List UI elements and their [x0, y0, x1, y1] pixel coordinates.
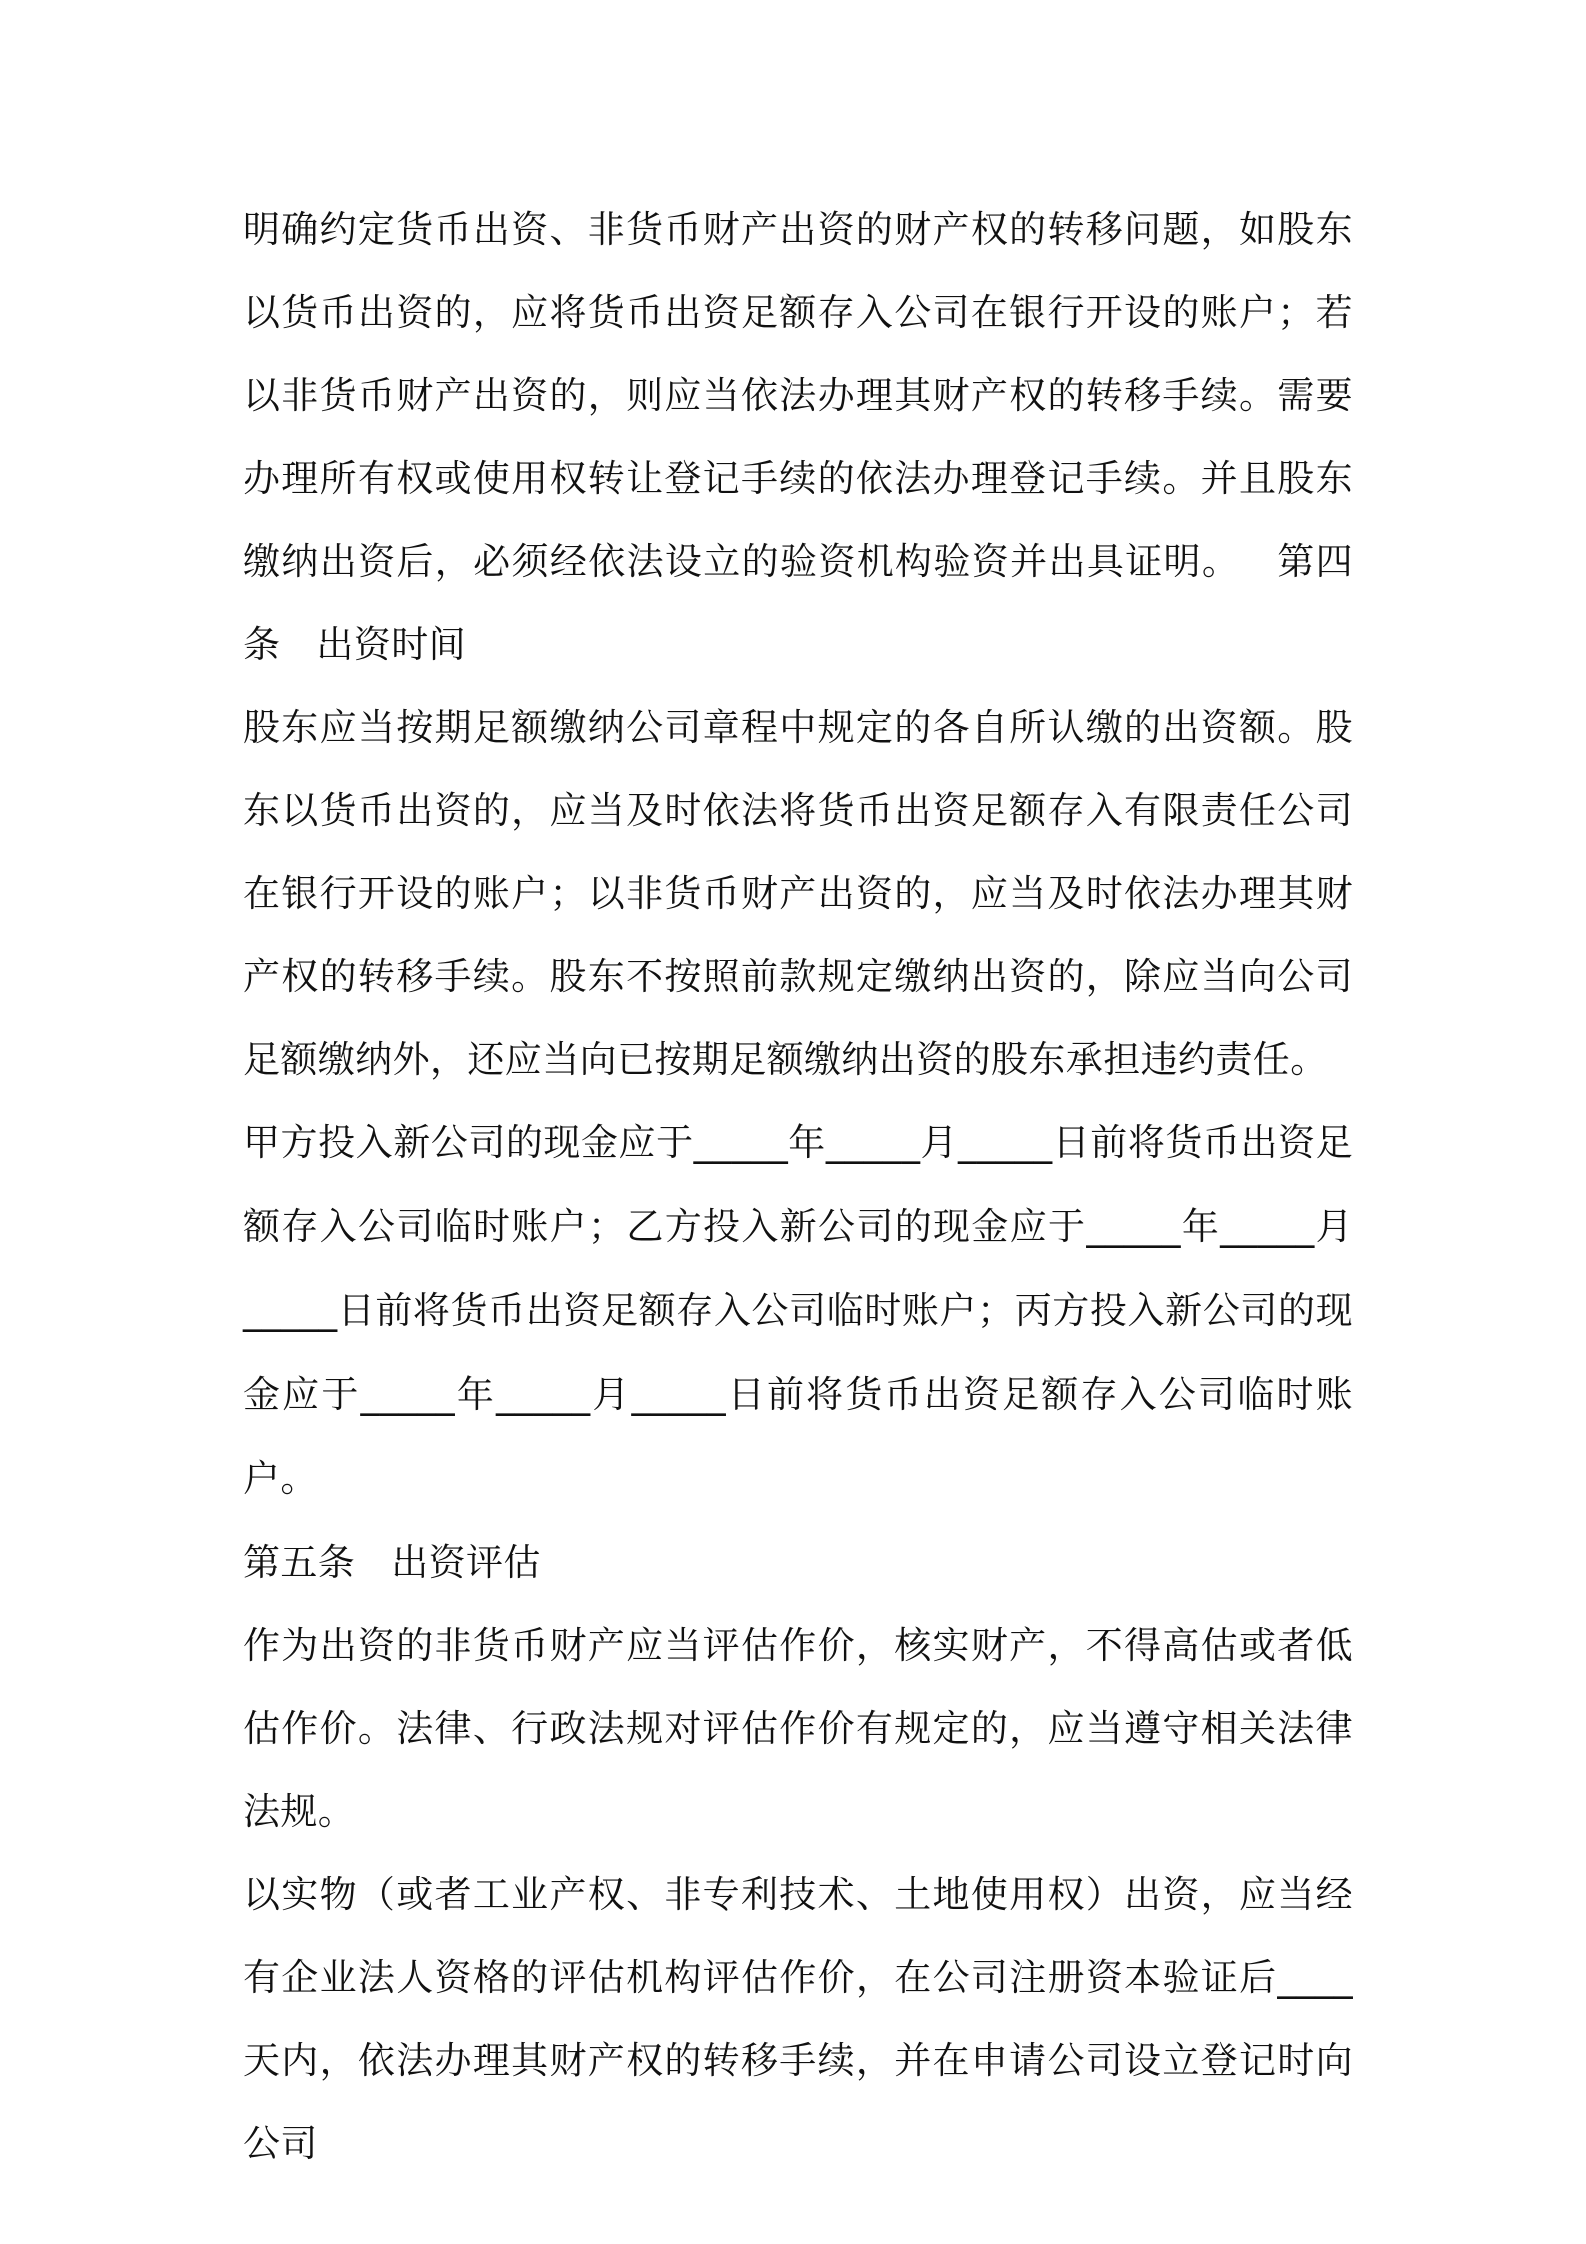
- paragraph-valuation: 作为出资的非货币财产应当评估作价，核实财产，不得高估或者低估作价。法律、行政法规对评估作价有规定的，应当遵守相关法律法规。: [243, 1624, 1353, 1833]
- article-5-number: 第五条: [243, 1541, 356, 1584]
- paragraph-contribution-time: 股东应当按期足额缴纳公司章程中规定的各自所认缴的出资额。股东以货币出资的，应当及时依法将货币出资足额存入有限责任公司在银行开设的账户；以非货币财产出资的，应当及时依法办理其财产权的转移手续。股东不按照前款规定缴纳出资的，除应当向公司足额缴纳外，还应当向已按期足额缴纳出资的股东承担违约责任。: [243, 706, 1353, 1081]
- article-5-title: 出资评估: [391, 1541, 541, 1584]
- paragraph-text: 明确约定货币出资、非货币财产出资的财产权的转移问题，如股东以货币出资的，应将货币出资足额存入公司在银行开设的账户；若以非货币财产出资的，则应当依法办理其财产权的转移手续。需要办理所有权或使用权转让登记手续的依法办理登记手续。并且股东缴纳出资后，必须经依法设立的验资机构验资并出具证明。: [243, 208, 1353, 583]
- article-5-heading: [243, 1521, 1353, 1604]
- article-4-number: 第四条: [243, 540, 1353, 666]
- paragraph-capital-transfer: [243, 188, 1353, 686]
- article-4-title: 出资时间: [316, 623, 467, 666]
- paragraph-contribution-dates: 甲方投入新公司的现金应于_____年_____月_____日前将货币出资足额存入公司临时账户；乙方投入新公司的现金应于_____年_____月_____日前将货币出资足额存入公司临时账户；丙方投入新公司的现金应于_____年_____月_____日前将货币出资足额存入公司临时账户。: [243, 1121, 1353, 1500]
- paragraph-in-kind-contribution: 以实物（或者工业产权、非专利技术、土地使用权）出资，应当经有企业法人资格的评估机构评估作价，在公司注册资本验证后____天内，依法办理其财产权的转移手续，并在申请公司设立登记时向公司: [243, 1873, 1353, 2165]
- document-body: [243, 188, 1353, 2185]
